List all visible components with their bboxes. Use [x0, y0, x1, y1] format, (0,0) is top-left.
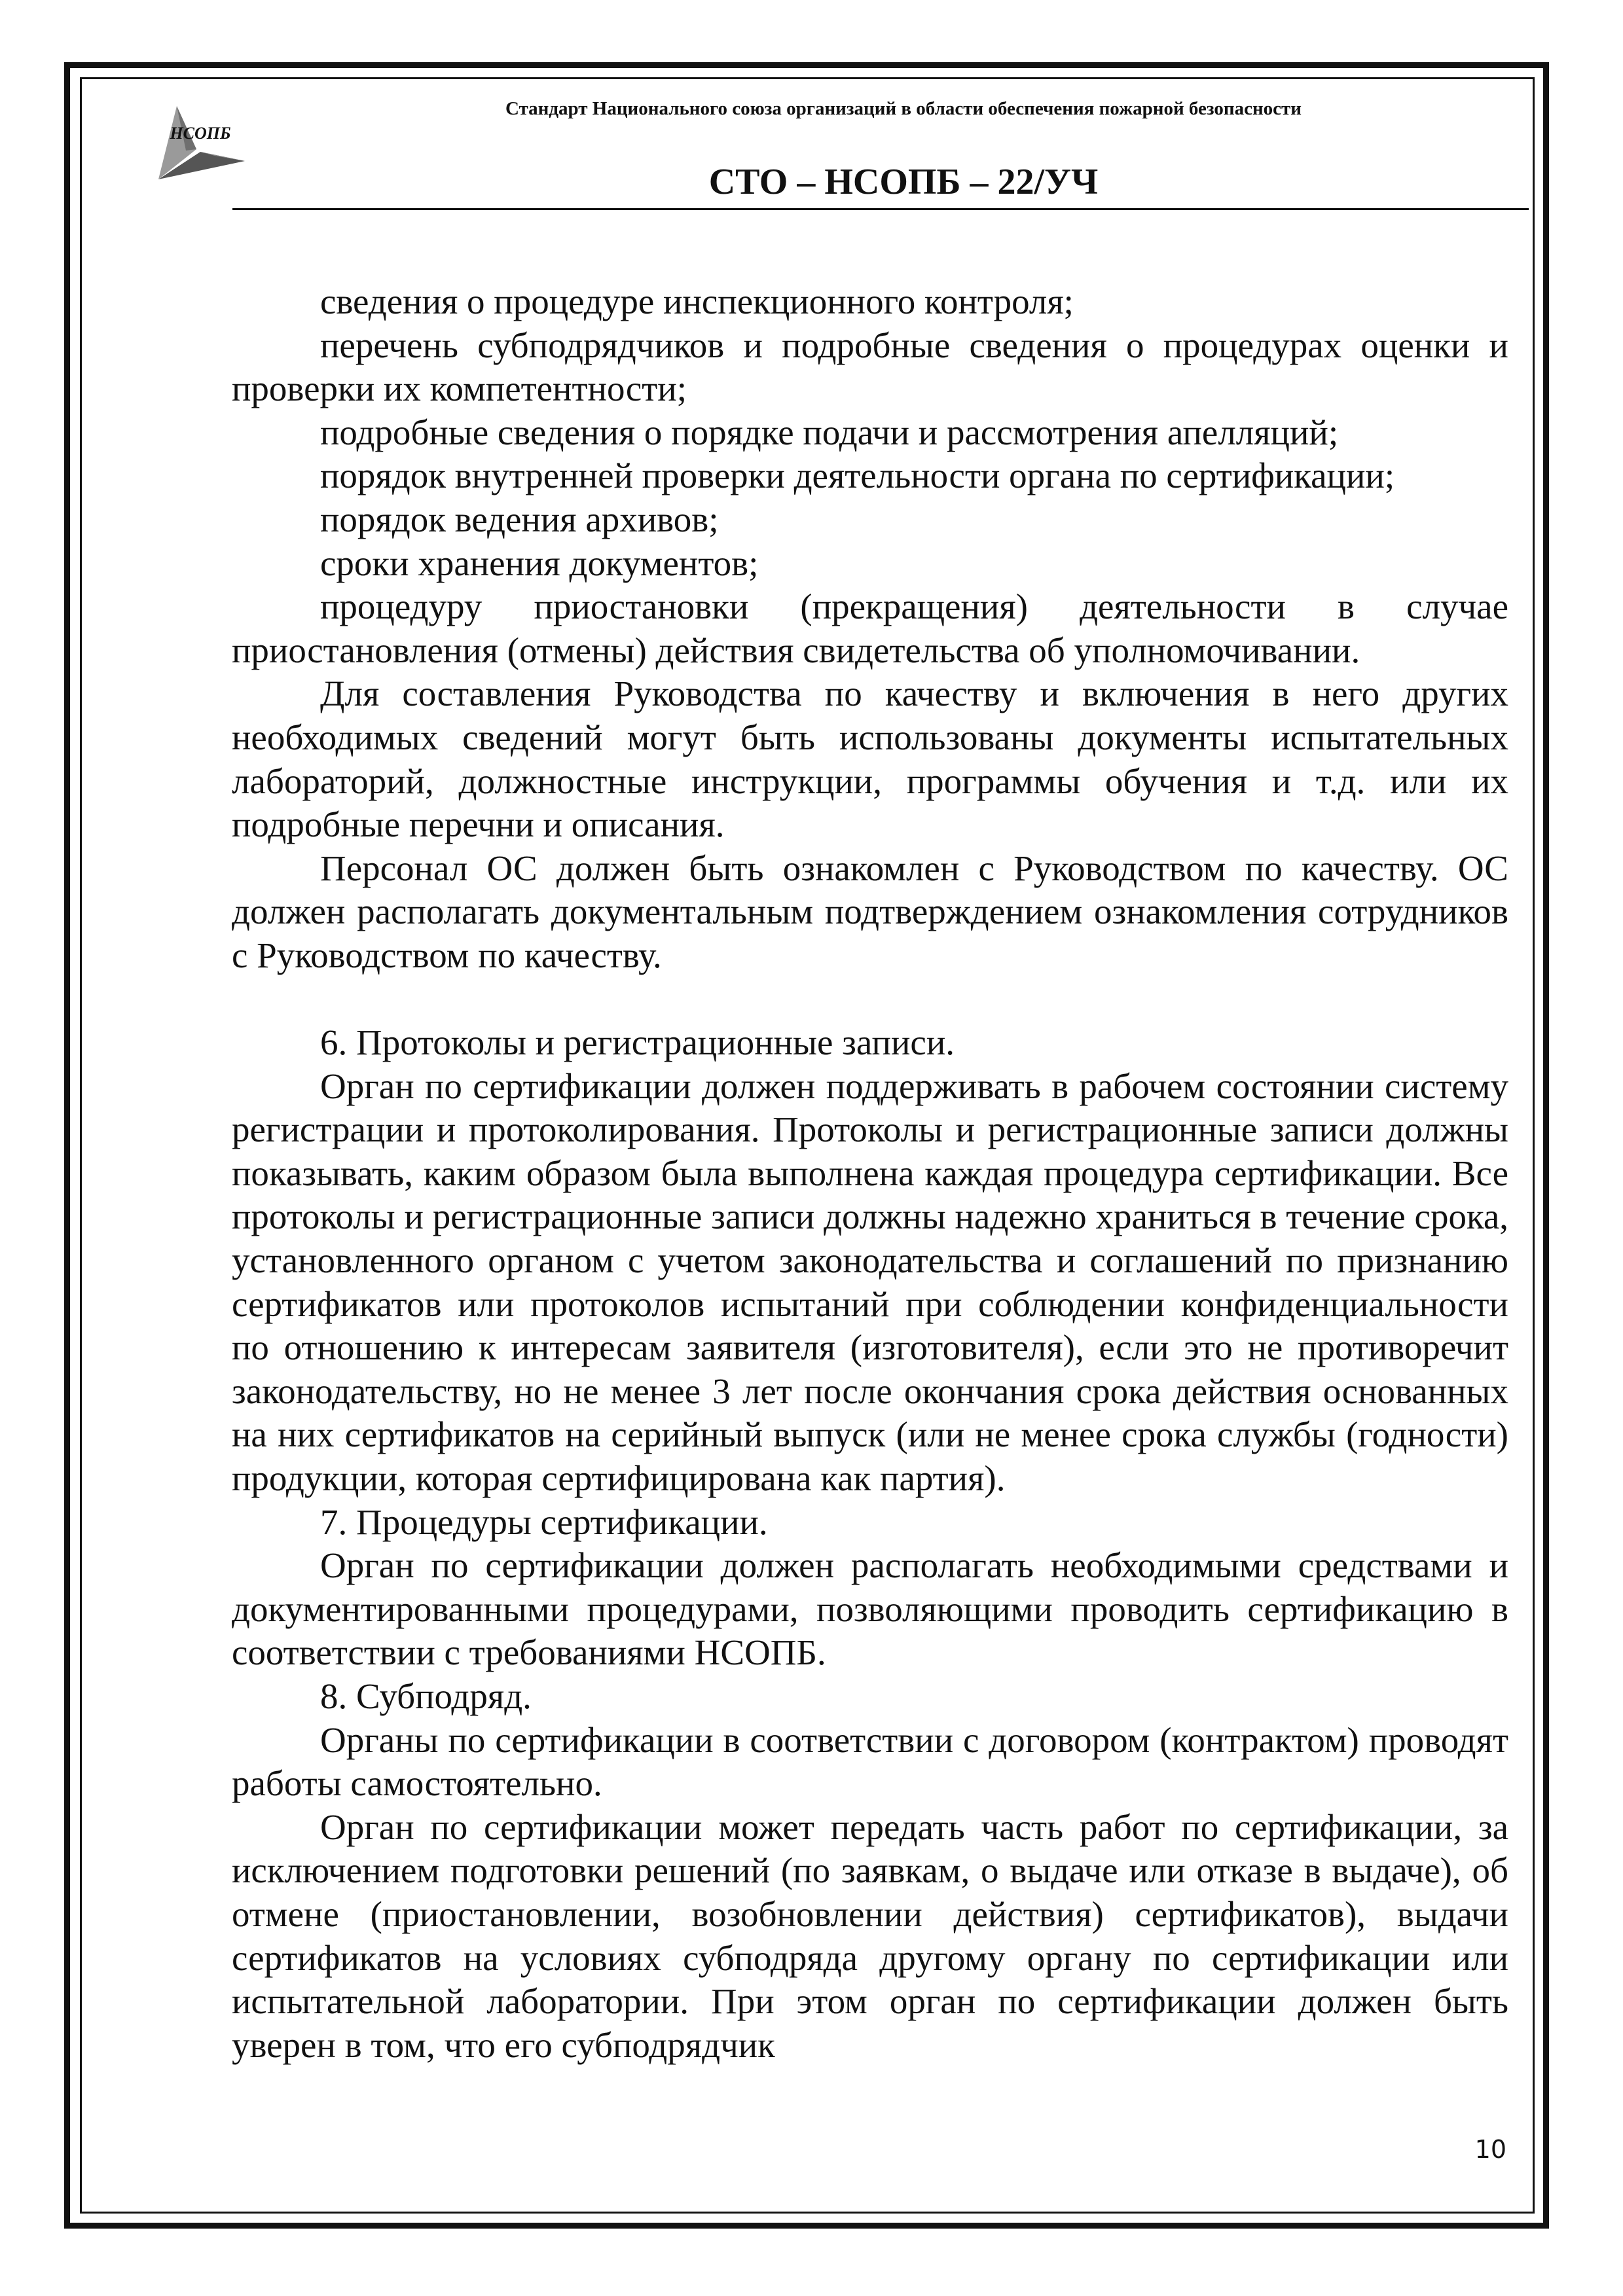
page-number: 10	[1474, 2135, 1506, 2164]
paragraph: процедуру приостановки (прекращения) деятельности в случае приостановления (отмены) действия свидетельства об уполномочивании.	[232, 586, 1508, 670]
section-heading: 8. Субподряд.	[320, 1676, 532, 1716]
svg-text:НСОПБ: НСОПБ	[170, 124, 231, 143]
paragraph: сроки хранения документов;	[320, 543, 759, 583]
document-code: СТО – НСОПБ – 22/УЧ	[708, 162, 1099, 202]
header-rule	[232, 208, 1529, 210]
paragraph-gap	[232, 978, 1508, 1022]
section-heading: 7. Процедуры сертификации.	[320, 1501, 768, 1542]
paragraph: порядок ведения архивов;	[320, 499, 719, 539]
nsopb-logo	[152, 98, 250, 190]
paragraph: Орган по сертификации должен поддерживать в рабочем состоянии систему регистрации и протоколирования. Протоколы и регистрационные записи должны показывать, каким образом была выполнена каждая процедура сертификации. Все протоколы и регистрационные записи должны надежно храниться в течение срока, установленного органом с учетом законодательства и соглашений по признанию сертификатов или протоколов испытаний при соблюдении конфиденциальности по отношению к интересам заявителя (изготовителя), если это не противоречит законодательству, но не менее 3 лет после окончания срока действия основанных на них сертификатов на серийный выпуск (или не менее срока службы (годности) продукции, которая сертифицирована как партия).	[232, 1066, 1508, 1499]
paragraph: Органы по сертификации в соответствии с договором (контрактом) проводят работы самостоятельно.	[232, 1719, 1508, 1804]
document-body	[232, 280, 1508, 2067]
header-organization: Стандарт Национального союза организаций в области обеспечения пожарной безопасности	[505, 98, 1302, 119]
paragraph: Орган по сертификации может передать часть работ по сертификации, за исключением подготовки решений (по заявкам, о выдаче или отказе в выдаче), об отмене (приостановлении, возобновлении действия) сертификатов), выдачи сертификатов на условиях субподряда другому органу по сертификации или испытательной лаборатории. При этом орган по сертификации должен быть уверен в том, что его субподрядчик	[232, 1806, 1508, 2065]
paragraph: Орган по сертификации должен располагать необходимыми средствами и документированными процедурами, позволяющими проводить сертификацию в соответствии с требованиями НСОПБ.	[232, 1545, 1508, 1673]
paragraph: Для составления Руководства по качеству и включения в него других необходимых сведений могут быть использованы документы испытательных лабораторий, должностные инструкции, программы обучения и т.д. или их подробные перечни и описания.	[232, 673, 1508, 845]
paragraph: подробные сведения о порядке подачи и рассмотрения апелляций;	[320, 412, 1339, 452]
section-heading: 6. Протоколы и регистрационные записи.	[320, 1022, 955, 1063]
paragraph: сведения о процедуре инспекционного контроля;	[320, 281, 1074, 321]
paragraph: порядок внутренней проверки деятельности органа по сертификации;	[320, 456, 1395, 496]
paragraph: Персонал ОС должен быть ознакомлен с Руководством по качеству. ОС должен располагать документальным подтверждением ознакомления сотрудников с Руководством по качеству.	[232, 848, 1508, 975]
paragraph: перечень субподрядчиков и подробные сведения о процедурах оценки и проверки их компетентности;	[232, 325, 1508, 409]
